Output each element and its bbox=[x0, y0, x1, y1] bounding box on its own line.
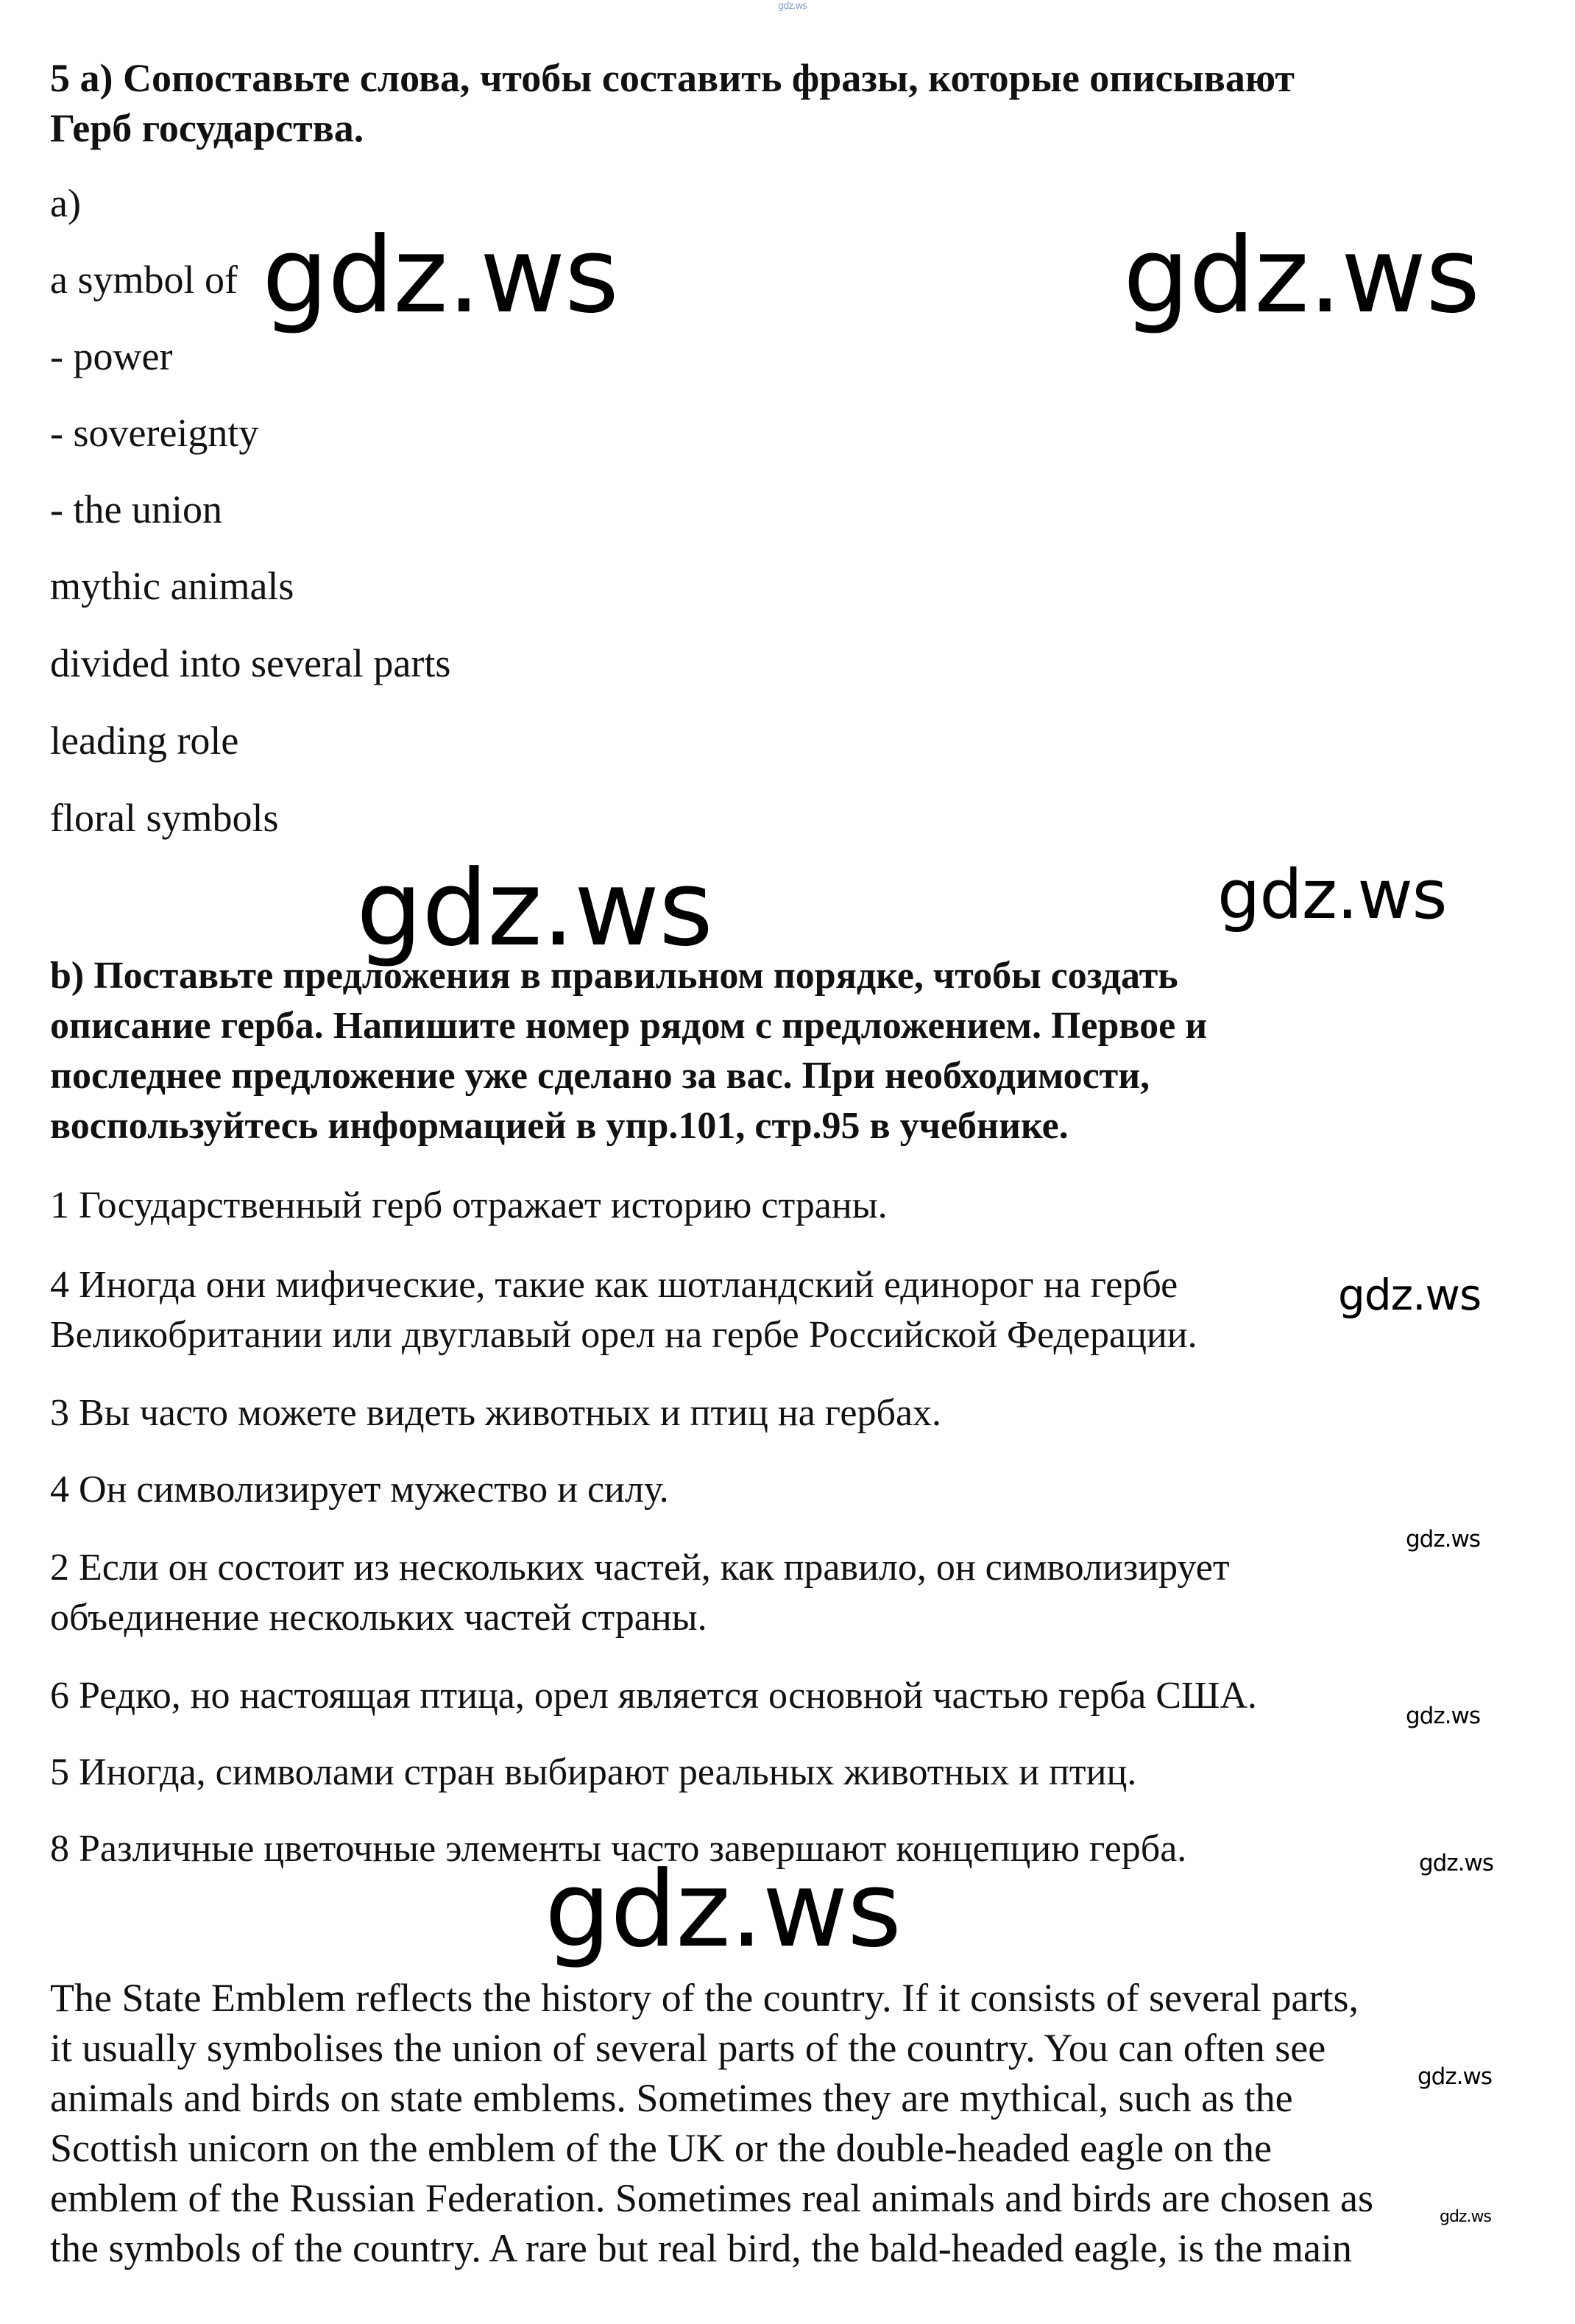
watermark-small: gdz.ws bbox=[1440, 2208, 1491, 2226]
english-text-line: The State Emblem reflects the history of the country. If it consists of several parts, bbox=[50, 1976, 1359, 2020]
watermark-small: gdz.ws bbox=[1338, 1270, 1482, 1320]
part-b-instruction-line: b) Поставьте предложения в правильном порядке, чтобы создать bbox=[50, 955, 1178, 997]
watermark-large: gdz.ws bbox=[1123, 215, 1480, 336]
task-heading-line1: 5 а) Сопоставьте слова, чтобы составить фразы, которые описывают bbox=[50, 56, 1295, 100]
part-b-instruction-line: последнее предложение уже сделано за вас. При необходимости, bbox=[50, 1055, 1150, 1097]
part-b-sentence: 2 Если он состоит из нескольких частей, как правило, он символизирует bbox=[50, 1547, 1230, 1589]
watermark-small: gdz.ws bbox=[1406, 1703, 1480, 1729]
watermark-medium: gdz.ws bbox=[1217, 855, 1447, 934]
part-b-instruction-line: воспользуйтесь информацией в упр.101, стр.95 в учебнике. bbox=[50, 1105, 1069, 1147]
english-text-line: the symbols of the country. A rare but real bird, the bald-headed eagle, is the main bbox=[50, 2226, 1352, 2270]
part-b-sentence: 4 Он символизирует мужество и силу. bbox=[50, 1469, 669, 1511]
part-b-sentence: 8 Различные цветочные элементы часто завершают концепцию герба. bbox=[50, 1828, 1187, 1870]
part-b-sentence: 6 Редко, но настоящая птица, орел является основной частью герба США. bbox=[50, 1675, 1257, 1717]
watermark-small: gdz.ws bbox=[1419, 1850, 1493, 1876]
part-a-item: floral symbols bbox=[50, 796, 279, 840]
part-b-sentence-cont: Великобритании или двуглавый орел на гербе Российской Федерации. bbox=[50, 1314, 1197, 1356]
part-a-item: divided into several parts bbox=[50, 641, 451, 685]
part-b-sentence: 3 Вы часто можете видеть животных и птиц на гербах. bbox=[50, 1392, 942, 1434]
part-a-item: leading role bbox=[50, 718, 239, 763]
english-text-line: emblem of the Russian Federation. Sometimes real animals and birds are chosen as bbox=[50, 2176, 1374, 2220]
watermark-small: gdz.ws bbox=[1406, 1526, 1480, 1553]
watermark-large: gdz.ws bbox=[262, 215, 619, 336]
task-heading-line2: Герб государства. bbox=[50, 106, 364, 150]
part-b-sentence: 5 Иногда, символами стран выбирают реальных животных и птиц. bbox=[50, 1751, 1137, 1793]
watermark-top: gdz.ws bbox=[778, 1, 807, 12]
part-b-sentence: 1 Государственный герб отражает историю страны. bbox=[50, 1184, 888, 1226]
english-text-line: it usually symbolises the union of several parts of the country. You can often see bbox=[50, 2026, 1326, 2070]
english-text-line: Scottish unicorn on the emblem of the UK or the double-headed eagle on the bbox=[50, 2126, 1273, 2170]
part-b-sentence: 4 Иногда они мифические, такие как шотландский единорог на гербе bbox=[50, 1264, 1178, 1306]
part-a-item: - sovereignty bbox=[50, 411, 259, 455]
part-b-instruction-line: описание герба. Напишите номер рядом с предложением. Первое и bbox=[50, 1005, 1208, 1047]
watermark-large: gdz.ws bbox=[545, 1849, 902, 1971]
english-text-line: animals and birds on state emblems. Sometimes they are mythical, such as the bbox=[50, 2076, 1293, 2120]
watermark-large: gdz.ws bbox=[356, 848, 713, 969]
watermark-small: gdz.ws bbox=[1418, 2063, 1492, 2090]
part-a-item: - the union bbox=[50, 487, 222, 531]
part-a-item: - power bbox=[50, 334, 173, 378]
part-a-item: a symbol of bbox=[50, 258, 238, 302]
part-b-sentence-cont: объединение нескольких частей страны. bbox=[50, 1597, 707, 1639]
part-a-label: a) bbox=[50, 181, 81, 225]
part-a-item: mythic animals bbox=[50, 564, 294, 608]
